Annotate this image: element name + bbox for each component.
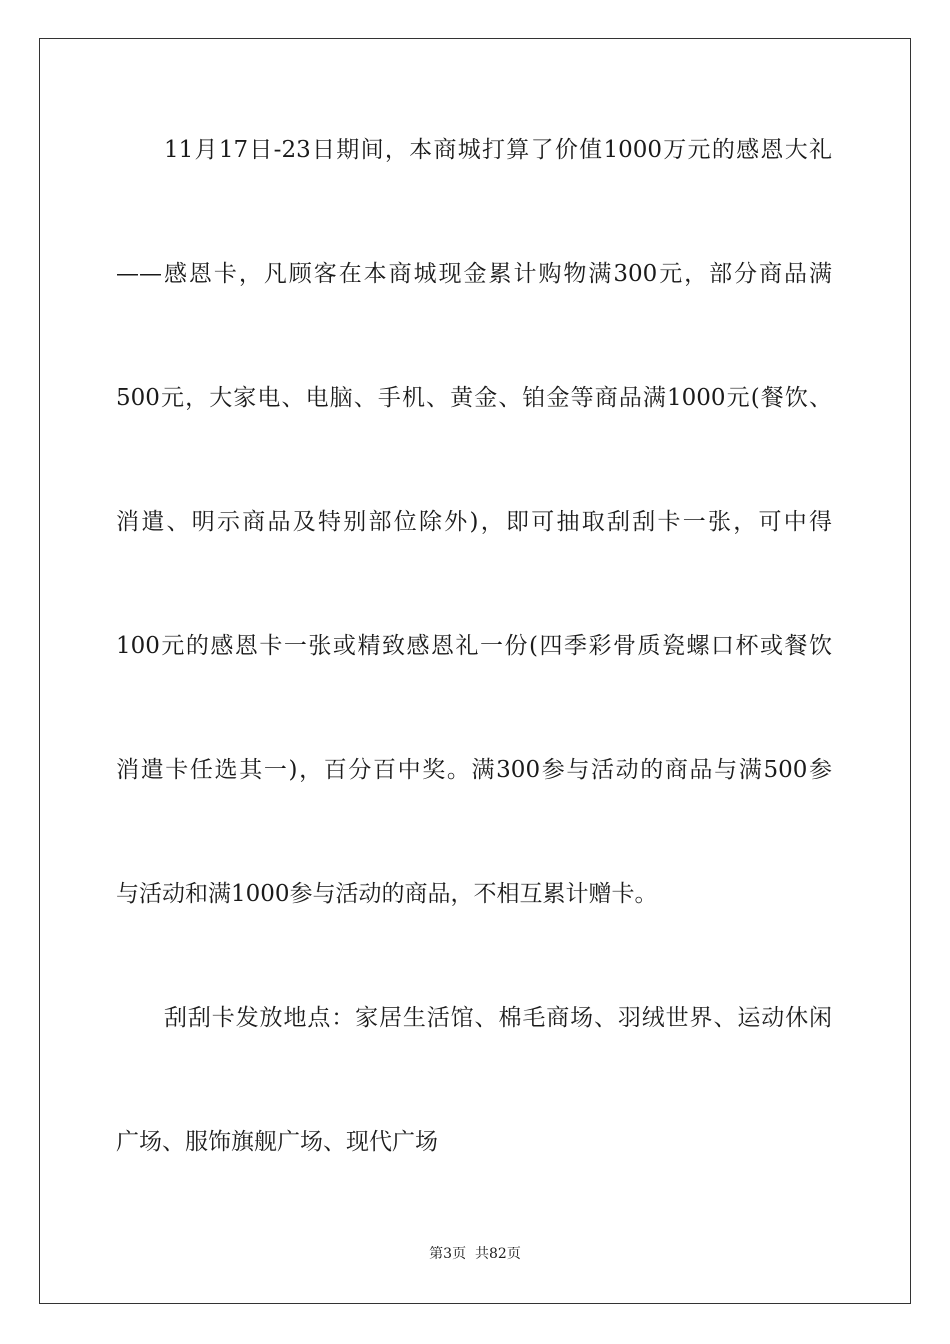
page-footer <box>0 1244 950 1264</box>
paragraph-2-line-2: 广场、服饰旗舰广场、现代广场 <box>116 1129 438 1155</box>
paragraph-1-line-4: 消遣、明示商品及特别部位除外)，即可抽取刮刮卡一张，可中得 <box>116 509 832 535</box>
paragraph-1-line-6: 消遣卡任选其一)，百分百中奖。满300参与活动的商品与满500参 <box>116 757 832 783</box>
page-border <box>39 38 911 1304</box>
paragraph-1-line-1: 11月17日-23日期间，本商城打算了价值1000万元的感恩大礼 <box>164 137 832 163</box>
paragraph-2-line-1: 刮刮卡发放地点：家居生活馆、棉毛商场、羽绒世界、运动休闲 <box>164 1005 832 1031</box>
page-number: 第3页 <box>429 1246 467 1262</box>
footer-separator <box>466 1246 475 1262</box>
paragraph-1-line-7: 与活动和满1000参与活动的商品，不相互累计赠卡。 <box>116 881 658 907</box>
paragraph-1-line-5: 100元的感恩卡一张或精致感恩礼一份(四季彩骨质瓷螺口杯或餐饮 <box>116 633 832 659</box>
paragraph-1-line-2: ——感恩卡，凡顾客在本商城现金累计购物满300元，部分商品满 <box>116 261 832 287</box>
page-total: 共82页 <box>475 1246 521 1262</box>
paragraph-1-line-3: 500元，大家电、电脑、手机、黄金、铂金等商品满1000元(餐饮、 <box>116 385 832 411</box>
